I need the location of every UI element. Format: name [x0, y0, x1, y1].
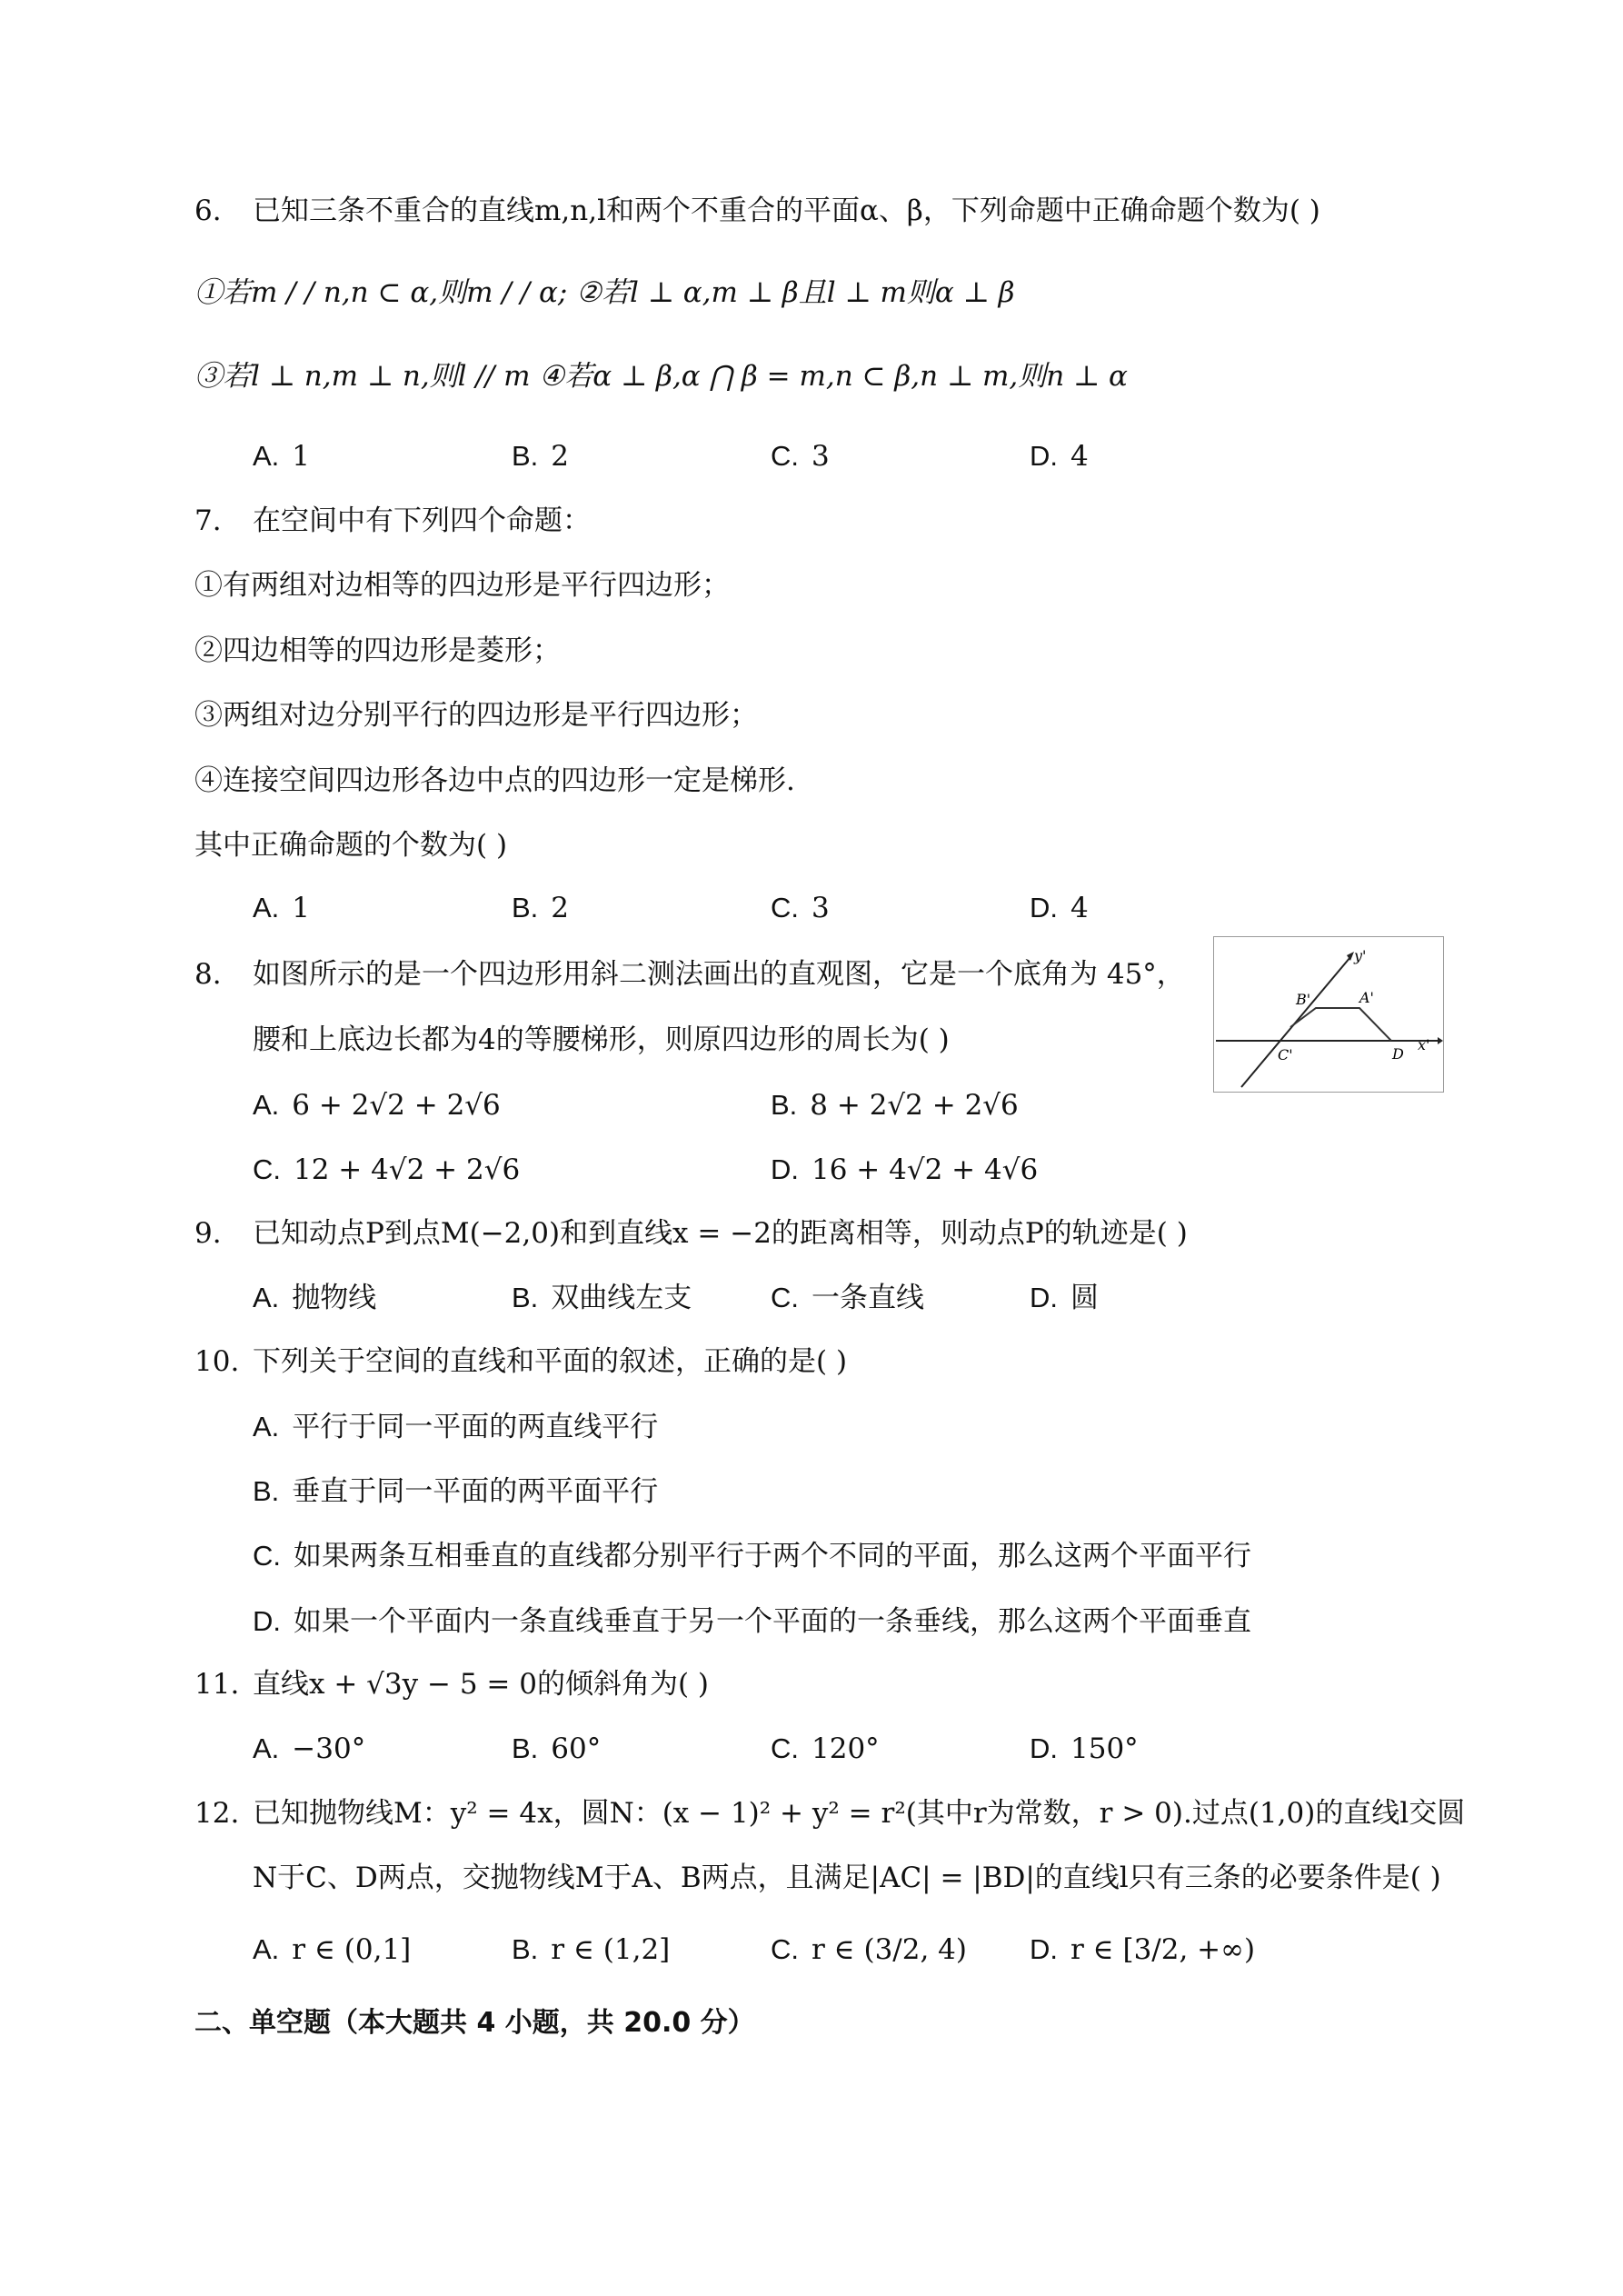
- q8-option-c[interactable]: C. 12 + 4√2 + 2√6: [253, 1153, 521, 1186]
- q9-option-c[interactable]: C. 一条直线: [771, 1282, 924, 1314]
- q6-option-a[interactable]: A. 1: [253, 440, 311, 473]
- q11-number: 11.: [194, 1668, 240, 1701]
- q10-number: 10.: [194, 1345, 240, 1378]
- q9-option-a[interactable]: A. 抛物线: [253, 1282, 377, 1314]
- trapezoid-sides: [1290, 1008, 1391, 1041]
- label-x-axis: x': [1418, 1036, 1430, 1053]
- q8-option-a[interactable]: A. 6 + 2√2 + 2√6: [253, 1089, 501, 1122]
- q9-number: 9.: [194, 1217, 222, 1250]
- q9-stem: 已知动点P到点M(−2,0)和到直线x = −2的距离相等，则动点P的轨迹是( ): [253, 1217, 1188, 1250]
- q6-number: 6.: [194, 195, 222, 227]
- q6-option-c[interactable]: C. 3: [771, 440, 830, 473]
- q7-option-d[interactable]: D. 4: [1030, 892, 1089, 924]
- q7-stem: 在空间中有下列四个命题：: [253, 504, 591, 537]
- q9-option-b[interactable]: B. 双曲线左支: [512, 1282, 692, 1314]
- q7-number: 7.: [194, 504, 222, 537]
- q9-option-d[interactable]: D. 圆: [1030, 1282, 1099, 1314]
- q7-option-b[interactable]: B. 2: [512, 892, 570, 924]
- q7-statement-1: ①有两组对边相等的四边形是平行四边形；: [194, 569, 730, 602]
- q6-statement-1-2: ①若m / / n,n ⊂ α,则m / / α; ②若l ⊥ α,m ⊥ β且l ⊥ m则α ⊥ β: [194, 276, 1015, 309]
- q7-option-c[interactable]: C. 3: [771, 892, 830, 924]
- q11-option-b[interactable]: B. 60°: [512, 1732, 602, 1765]
- q10-option-c[interactable]: C. 如果两条互相垂直的直线都分别平行于两个不同的平面，那么这两个平面平行: [253, 1540, 1251, 1572]
- q7-statement-4: ④连接空间四边形各边中点的四边形一定是梯形.: [194, 764, 795, 797]
- q8-option-d[interactable]: D. 16 + 4√2 + 4√6: [771, 1153, 1039, 1186]
- q12-stem-line-1: 已知抛物线M：y² = 4x，圆N：(x − 1)² + y² = r²(其中r为常数，r > 0).过点(1,0)的直线l交圆: [253, 1797, 1466, 1830]
- q6-option-b[interactable]: B. 2: [512, 440, 570, 473]
- q12-option-b[interactable]: B. r ∈ (1,2]: [512, 1933, 671, 1966]
- q7-statement-2: ②四边相等的四边形是菱形；: [194, 634, 561, 667]
- q12-stem-line-2: N于C、D两点，交抛物线M于A、B两点，且满足|AC| = |BD|的直线l只有三条的必要条件是( ): [253, 1862, 1441, 1894]
- q10-option-b[interactable]: B. 垂直于同一平面的两平面平行: [253, 1475, 659, 1508]
- q8-option-b[interactable]: B. 8 + 2√2 + 2√6: [771, 1089, 1019, 1122]
- q12-option-d[interactable]: D. r ∈ [3/2, +∞): [1030, 1933, 1256, 1966]
- section-heading-fill-in: 二、单空题（本大题共 4 小题，共 20.0 分）: [194, 2007, 755, 2039]
- label-point-d: D: [1392, 1045, 1404, 1063]
- label-point-c: C': [1278, 1046, 1293, 1063]
- x-axis-arrow: [1438, 1037, 1443, 1044]
- q8-stem-line-1: 如图所示的是一个四边形用斜二测法画出的直观图，它是一个底角为 45°，: [253, 958, 1185, 991]
- label-y-axis: y': [1354, 947, 1367, 964]
- q11-option-d[interactable]: D. 150°: [1030, 1732, 1139, 1765]
- q12-option-a[interactable]: A. r ∈ (0,1]: [253, 1933, 412, 1966]
- q10-option-a[interactable]: A. 平行于同一平面的两直线平行: [253, 1411, 659, 1443]
- q12-option-c[interactable]: C. r ∈ (3/2, 4): [771, 1933, 967, 1966]
- q8-number: 8.: [194, 958, 222, 991]
- q11-option-c[interactable]: C. 120°: [771, 1732, 880, 1765]
- q6-option-d[interactable]: D. 4: [1030, 440, 1089, 473]
- q7-statement-3: ③两组对边分别平行的四边形是平行四边形；: [194, 699, 758, 732]
- q11-option-a[interactable]: A. −30°: [253, 1732, 366, 1765]
- label-point-b: B': [1296, 991, 1311, 1008]
- q11-stem: 直线x + √3y − 5 = 0的倾斜角为( ): [253, 1668, 710, 1701]
- q7-question: 其中正确命题的个数为( ): [194, 829, 508, 862]
- q10-stem: 下列关于空间的直线和平面的叙述，正确的是( ): [253, 1345, 848, 1378]
- q6-stem: 已知三条不重合的直线m,n,l和两个不重合的平面α、β，下列命题中正确命题个数为( ): [253, 195, 1320, 227]
- label-point-a: A': [1359, 989, 1374, 1006]
- q8-stem-line-2: 腰和上底边长都为4的等腰梯形，则原四边形的周长为( ): [253, 1023, 950, 1056]
- q8-figure-drawing: [1214, 937, 1443, 1092]
- q10-option-d[interactable]: D. 如果一个平面内一条直线垂直于另一个平面的一条垂线，那么这两个平面垂直: [253, 1605, 1251, 1638]
- q12-number: 12.: [194, 1797, 240, 1830]
- q8-figure: [1213, 936, 1444, 1093]
- q7-option-a[interactable]: A. 1: [253, 892, 311, 924]
- q6-statement-3-4: ③若l ⊥ n,m ⊥ n,则l // m ④若α ⊥ β,α ⋂ β = m,n ⊂ β,n ⊥ m,则n ⊥ α: [194, 360, 1128, 393]
